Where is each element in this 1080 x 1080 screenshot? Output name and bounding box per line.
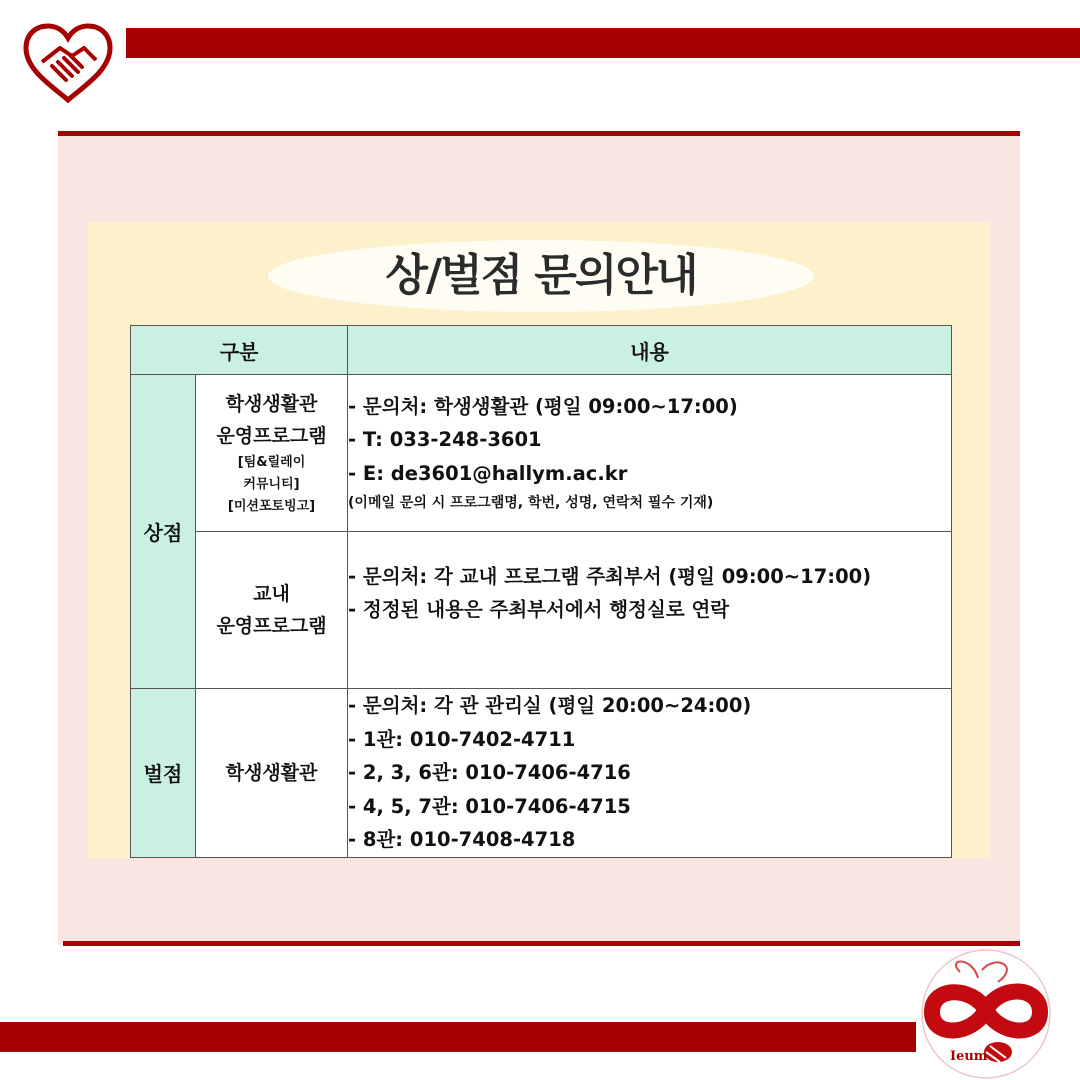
- info-table: [130, 325, 952, 858]
- sub-line: 학생생활관: [225, 761, 318, 784]
- sub-small-line: [팀&릴레이: [237, 455, 306, 470]
- content-line: - T: 033-248-3601: [348, 428, 542, 452]
- header-category: 구분: [131, 326, 348, 375]
- sub-dorm: [196, 689, 348, 858]
- ieum-bee-logo: [916, 948, 1056, 1080]
- content-line: - 4, 5, 7관: 010-7406-4715: [348, 794, 631, 818]
- content-penalty: [348, 689, 952, 858]
- panel-top-line: [58, 131, 1020, 136]
- content-campus-program: [348, 532, 952, 689]
- content-line: - 문의처: 학생생활관 (평일 09:00~17:00): [348, 394, 738, 418]
- sub-small-line: 커뮤니티]: [243, 477, 300, 492]
- content-line: - 문의처: 각 관 관리실 (평일 20:00~24:00): [348, 694, 752, 717]
- header-content: 내용: [348, 326, 952, 375]
- sub-line: 운영프로그램: [216, 425, 327, 447]
- content-line: - 8관: 010-7408-4718: [348, 828, 576, 851]
- sub-line: 교내: [253, 583, 290, 605]
- sub-small-line: [미션포토빙고]: [227, 499, 316, 514]
- category-reward: 상점: [131, 375, 196, 689]
- category-penalty: 벌점: [131, 689, 196, 858]
- sub-line: 운영프로그램: [216, 615, 327, 637]
- ieum-logo-text: Ieum: [950, 1049, 988, 1064]
- content-line: - 2, 3, 6관: 010-7406-4716: [348, 761, 631, 784]
- content-line: - 문의처: 각 교내 프로그램 주최부서 (평일 09:00~17:00): [348, 564, 872, 588]
- content-line: - 1관: 010-7402-4711: [348, 727, 576, 751]
- content-line: - 정정된 내용은 주최부서에서 행정실로 연락: [348, 598, 730, 621]
- top-accent-bar: [126, 28, 1080, 58]
- sub-dorm-program: [196, 375, 348, 532]
- bottom-accent-bar: [0, 1022, 916, 1052]
- content-note: (이메일 문의 시 프로그램명, 학번, 성명, 연락처 필수 기재): [348, 495, 714, 512]
- heart-handshake-icon: [22, 22, 114, 104]
- content-dorm-program: [348, 375, 952, 532]
- panel-bottom-line: [63, 941, 1020, 946]
- sub-campus-program: [196, 532, 348, 689]
- sub-line: 학생생활관: [225, 393, 318, 415]
- page-title: 상/벌점 문의안내: [385, 250, 697, 301]
- content-line: - E: de3601@hallym.ac.kr: [348, 461, 628, 485]
